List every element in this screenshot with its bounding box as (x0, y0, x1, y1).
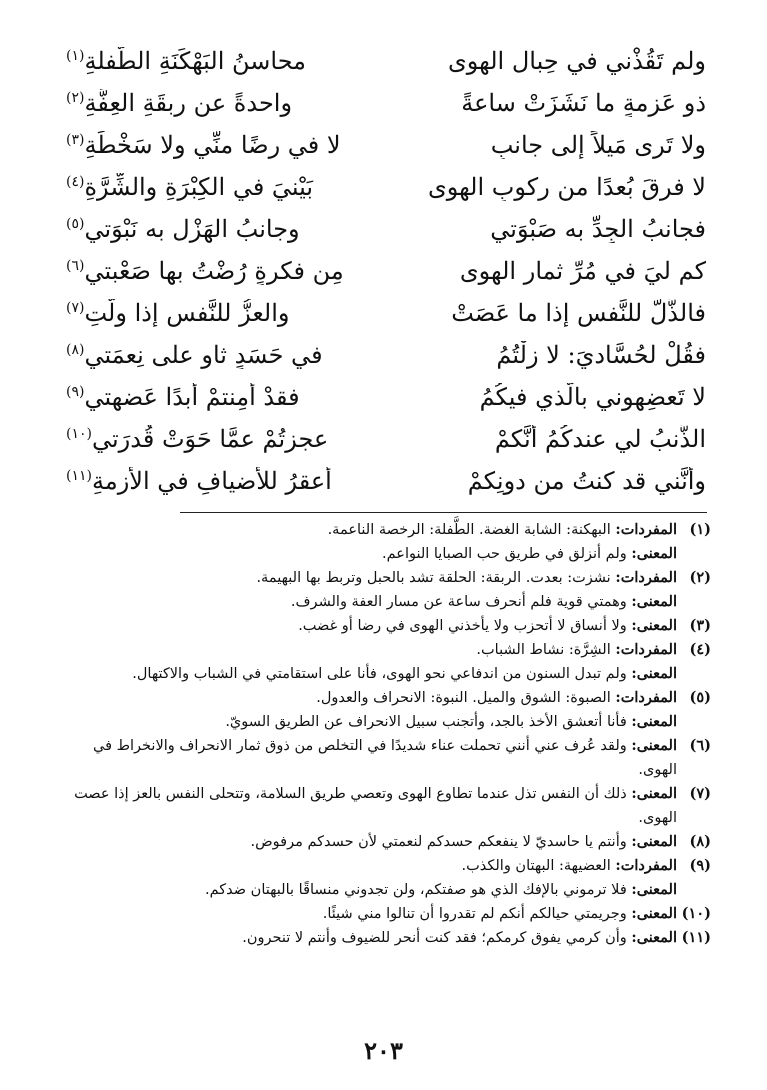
footnote-text: العضيهة: البهتان والكذب. (461, 858, 611, 874)
footnote-label: المفردات: (615, 857, 677, 874)
verse-first-hemistich: وأنَّني قد كنتُ من دونِكمْ (467, 467, 706, 495)
verse-first-hemistich: لا فرقَ بُعدًا من ركوبِ الهوى (427, 173, 706, 201)
footnote-divider (180, 512, 707, 513)
footnote-marker: (١١) (66, 468, 92, 484)
footnote-body (66, 638, 677, 662)
poem (66, 40, 706, 502)
verse-second-hemistich (66, 173, 388, 201)
footnote (66, 614, 711, 638)
footnote-body (66, 878, 677, 902)
verse-second-hemistich (66, 299, 388, 327)
verse-first-hemistich: ولم تَقُذْني في حِبالِ الهوى (447, 47, 706, 75)
footnote-body (66, 710, 677, 734)
footnote-text: الشِرَّة: نشاط الشباب. (476, 642, 611, 658)
verse (66, 418, 706, 460)
verse-second-hemistich (66, 341, 388, 369)
verse-second-hemistich (66, 257, 388, 285)
verse-second-text: فقدْ أمِنتمْ أبدًا عَضهتي (84, 383, 300, 411)
verse (66, 208, 706, 250)
footnote-marker: (٣) (66, 132, 85, 148)
footnote-text: ولا أنساق لا أتحزب ولا يأخذني الهوى في رضا أو غضب. (298, 618, 627, 634)
footnote (66, 662, 711, 686)
verse-second-text: لا في رِضًا منِّي ولا سَخْطَةِ (84, 131, 341, 159)
verse-second-hemistich (66, 425, 388, 453)
footnote-text: فأنا أتعشق الأخذ بالجد، وأتجنب سبيل الانحراف عن الطريق السويّ. (225, 714, 627, 730)
footnote (66, 590, 711, 614)
footnote-number: (٨) (689, 833, 711, 850)
footnote-number: (٥) (689, 689, 711, 706)
footnote-label: المفردات: (615, 689, 677, 706)
footnote-marker: (١٠) (66, 426, 92, 442)
page-number: ٢٠٣ (364, 1036, 403, 1065)
verse-second-hemistich (66, 131, 388, 159)
footnote-text: ولم أنزلق في طريق حب الصبايا النواعم. (382, 546, 627, 562)
footnote-label: المعنى: (631, 737, 677, 754)
footnote-label: المعنى: (631, 785, 677, 802)
footnote-label: المعنى: (631, 593, 677, 610)
verse-second-hemistich (66, 383, 388, 411)
footnote-label: المعنى: (631, 833, 677, 850)
footnote-text: ولقد عُرف عني أنني تحملت عناء شديدًا في التخلص من ذوق ثمار الانحراف والانخراط في الهوى. (92, 738, 677, 778)
verse-first-hemistich: كم ليَ في مُرِّ ثمارِ الهوى (459, 257, 706, 285)
verse-first-hemistich: الذَّنبُ لي عندكُمُ أنَّكمْ (494, 425, 706, 453)
footnote-marker: (٥) (66, 216, 85, 232)
footnote-text: البهكنة: الشابة الغضة. الطَّفلة: الرخصة الناعمة. (327, 522, 611, 538)
verse-second-hemistich (66, 215, 388, 243)
footnote (66, 926, 711, 950)
footnote-label: المعنى: (631, 713, 677, 730)
footnote-text: الصبوة: الشوق والميل. النبوة: الانحراف والعدول. (316, 690, 611, 706)
footnote-number: (١١) (681, 929, 711, 946)
footnote-marker: (٤) (66, 174, 85, 190)
footnote-body (66, 662, 677, 686)
verse-second-text: وجانبُ الهَزْلِ به نَبْوَتي (84, 215, 300, 243)
footnote-number: (٦) (689, 737, 711, 754)
footnote-label: المعنى: (631, 665, 677, 682)
footnotes (66, 518, 711, 950)
footnote-number: (٢) (689, 569, 711, 586)
footnote-marker: (١) (66, 48, 85, 64)
footnote-body (66, 614, 677, 638)
footnote-text: وأن كرمي يفوق كرمكم؛ فقد كنت أنحر للضيوف وأنتم لا تنحرون. (242, 930, 627, 946)
footnote-text: فلا ترموني بالإفك الذي هو صفتكم، ولن تجدوني منساقًا بالبهتان ضدكم. (204, 882, 627, 898)
footnote-body (66, 782, 677, 830)
footnote-label: المعنى: (631, 617, 677, 634)
footnote-label: المعنى: (631, 929, 677, 946)
footnote (66, 854, 711, 878)
footnote-body (66, 686, 677, 710)
footnote-number: (١٠) (681, 905, 711, 922)
footnote (66, 710, 711, 734)
footnote-body (66, 734, 677, 782)
verse (66, 460, 706, 502)
footnote-marker: (٦) (66, 258, 85, 274)
verse (66, 292, 706, 334)
verse-second-text: محاسنُ البَهْكَنَةِ الطَّفلةِ (84, 47, 307, 75)
verse-first-hemistich: فجانبُ الجِدِّ به صَبْوَتي (490, 215, 706, 243)
verse-second-text: مِن فكرةٍ رُضْتُ بها صَعْبتي (84, 257, 344, 285)
verse-second-text: واحدةً عن رِبقَةِ العِفَّةِ (84, 89, 293, 117)
footnote-marker: (٩) (66, 384, 85, 400)
footnote-text: ولم تبدل السنون من اندفاعي نحو الهوى، فأنا على استقامتي في الشباب والاكتهال. (132, 666, 627, 682)
footnote-text: وهمتي قوية فلم أنحرف ساعة عن مسار العفة والشرف. (290, 594, 627, 610)
footnote (66, 902, 711, 926)
verse (66, 376, 706, 418)
verse-second-text: والعزُّ للنَّفسِ إذا ولَّتِ (84, 299, 290, 327)
verse (66, 250, 706, 292)
footnote-text: وأنتم يا حاسديّ لا ينفعكم حسدكم لنعمتي لأن حسدكم مرفوض. (250, 834, 627, 850)
footnote-number: (٩) (689, 857, 711, 874)
footnote (66, 518, 711, 542)
footnote-label: المفردات: (615, 521, 677, 538)
footnote (66, 782, 711, 830)
footnote-body (66, 830, 677, 854)
footnote-marker: (٢) (66, 90, 85, 106)
verse-second-hemistich (66, 467, 388, 495)
footnote-label: المفردات: (615, 641, 677, 658)
verse-second-hemistich (66, 47, 388, 75)
verse-second-hemistich (66, 89, 388, 117)
footnote-number: (٣) (689, 617, 711, 634)
verse-first-hemistich: ذو عَزمةٍ ما نَشَزَتْ ساعةً (461, 89, 706, 117)
footnote-body (66, 518, 677, 542)
verse-second-text: أعقرُ للأضيافِ في الأزمةِ (91, 467, 332, 495)
footnote-number: (٧) (689, 785, 711, 802)
footnote (66, 686, 711, 710)
footnote (66, 734, 711, 782)
footnote-label: المعنى: (631, 905, 677, 922)
verse (66, 82, 706, 124)
verse-first-hemistich: ولا تَرى مَيلاً إلى جانبِ (490, 131, 706, 159)
footnote-number: (٤) (689, 641, 711, 658)
verse (66, 40, 706, 82)
footnote-text: نشزت: بعدت. الربقة: الحلقة تشد بالحبل وتربط بها البهيمة. (256, 570, 611, 586)
footnote-body (66, 926, 677, 950)
footnote-number: (١) (689, 521, 711, 538)
verse-first-hemistich: لا تَعضِهوني بالّذي فيكُمُ (479, 383, 706, 411)
footnote (66, 638, 711, 662)
footnote-body (66, 566, 677, 590)
footnote-label: المفردات: (615, 569, 677, 586)
footnote (66, 566, 711, 590)
footnote-text: ذلك أن النفس تذل عندما تطاوع الهوى وتعصي طريق السلامة، وتتحلى النفس بالعز إذا عصت الهوى. (74, 786, 677, 826)
footnote (66, 830, 711, 854)
footnote (66, 542, 711, 566)
verse (66, 166, 706, 208)
verse-first-hemistich: فالذُّلُّ للنَّفسِ إذا ما عَصَتْ (451, 299, 706, 327)
verse-first-hemistich: فقُلْ لحُسَّاديَ: لا زِلْتُمُ (496, 341, 706, 369)
footnote (66, 878, 711, 902)
footnote-label: المعنى: (631, 881, 677, 898)
footnote-body (66, 542, 677, 566)
footnote-marker: (٧) (66, 300, 85, 316)
verse-second-text: في حَسَدٍ ثاوٍ على نِعمَتي (84, 341, 323, 369)
footnote-label: المعنى: (631, 545, 677, 562)
footnote-body (66, 854, 677, 878)
footnote-body (66, 902, 677, 926)
verse-second-text: عجزتُمْ عمَّا حَوَتْ قُدرَتي (91, 425, 329, 453)
footnote-text: وجريمتي حيالكم أنكم لم تقدروا أن تنالوا مني شيئًا. (322, 906, 627, 922)
footnote-marker: (٨) (66, 342, 85, 358)
verse (66, 334, 706, 376)
verse-second-text: بَيْنيَ في الكِبْرَةِ والشِّرَّةِ (84, 173, 314, 201)
verse (66, 124, 706, 166)
footnote-body (66, 590, 677, 614)
